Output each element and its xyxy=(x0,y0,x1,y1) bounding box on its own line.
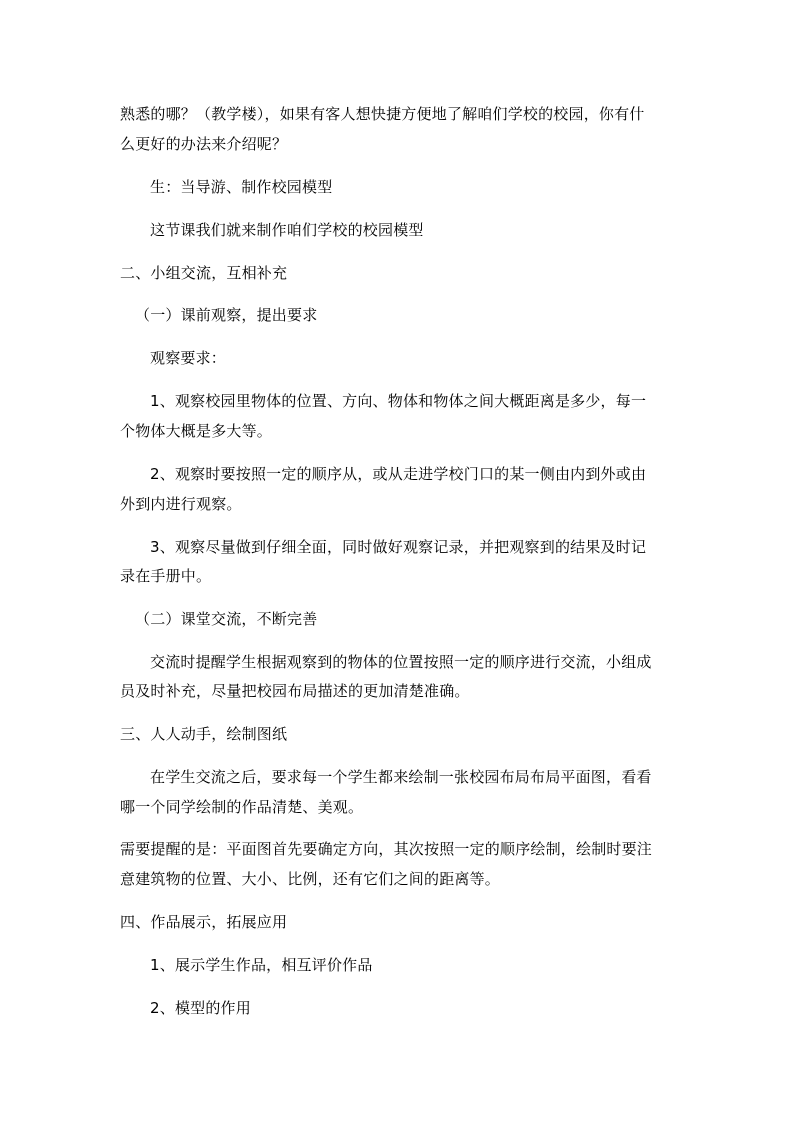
list-item-line: 外到内进行观察。 xyxy=(120,495,242,513)
paragraph-line: 意建筑物的位置、大小、比例，还有它们之间的距离等。 xyxy=(120,870,501,888)
list-item-line: 1、展示学生作品，相互评价作品 xyxy=(150,956,373,974)
paragraph-line: 哪一个同学绘制的作品清楚、美观。 xyxy=(120,798,364,816)
list-item-line: 3、观察尽量做到仔细全面，同时做好观察记录，并把观察到的结果及时记 xyxy=(150,538,647,556)
paragraph-line: 员及时补充，尽量把校园布局描述的更加清楚准确。 xyxy=(120,682,470,700)
section-heading: 三、人人动手，绘制图纸 xyxy=(120,725,288,743)
paragraph-line: 生：当导游、制作校园模型 xyxy=(150,178,333,196)
paragraph-line: 么更好的办法来介绍呢？ xyxy=(120,135,288,153)
paragraph-line: 交流时提醒学生根据观察到的物体的位置按照一定的顺序进行交流，小组成 xyxy=(150,653,652,671)
subsection-heading: （一）课前观察，提出要求 xyxy=(135,306,318,324)
list-item-line: 录在手册中。 xyxy=(120,567,212,585)
section-heading: 二、小组交流，互相补充 xyxy=(120,264,288,282)
paragraph-line: 这节课我们就来制作咱们学校的校园模型 xyxy=(150,221,424,239)
paragraph-line: 熟悉的哪？（教学楼），如果有客人想快捷方便地了解咱们学校的校园，你有什 xyxy=(120,105,645,123)
list-item-line: 个物体大概是多大等。 xyxy=(120,422,273,440)
paragraph-line: 在学生交流之后，要求每一个学生都来绘制一张校园布局布局平面图，看看 xyxy=(150,768,652,786)
paragraph-line: 观察要求： xyxy=(150,349,227,367)
list-item-line: 1、观察校园里物体的位置、方向、物体和物体之间大概距离是多少，每一 xyxy=(150,392,647,410)
paragraph-line: 需要提醒的是：平面图首先要确定方向，其次按照一定的顺序绘制，绘制时要注 xyxy=(120,840,653,858)
list-item-line: 2、模型的作用 xyxy=(150,999,251,1017)
section-heading: 四、作品展示，拓展应用 xyxy=(120,913,288,931)
list-item-line: 2、观察时要按照一定的顺序从，或从走进学校门口的某一侧由内到外或由 xyxy=(150,465,647,483)
subsection-heading: （二）课堂交流，不断完善 xyxy=(135,610,318,628)
